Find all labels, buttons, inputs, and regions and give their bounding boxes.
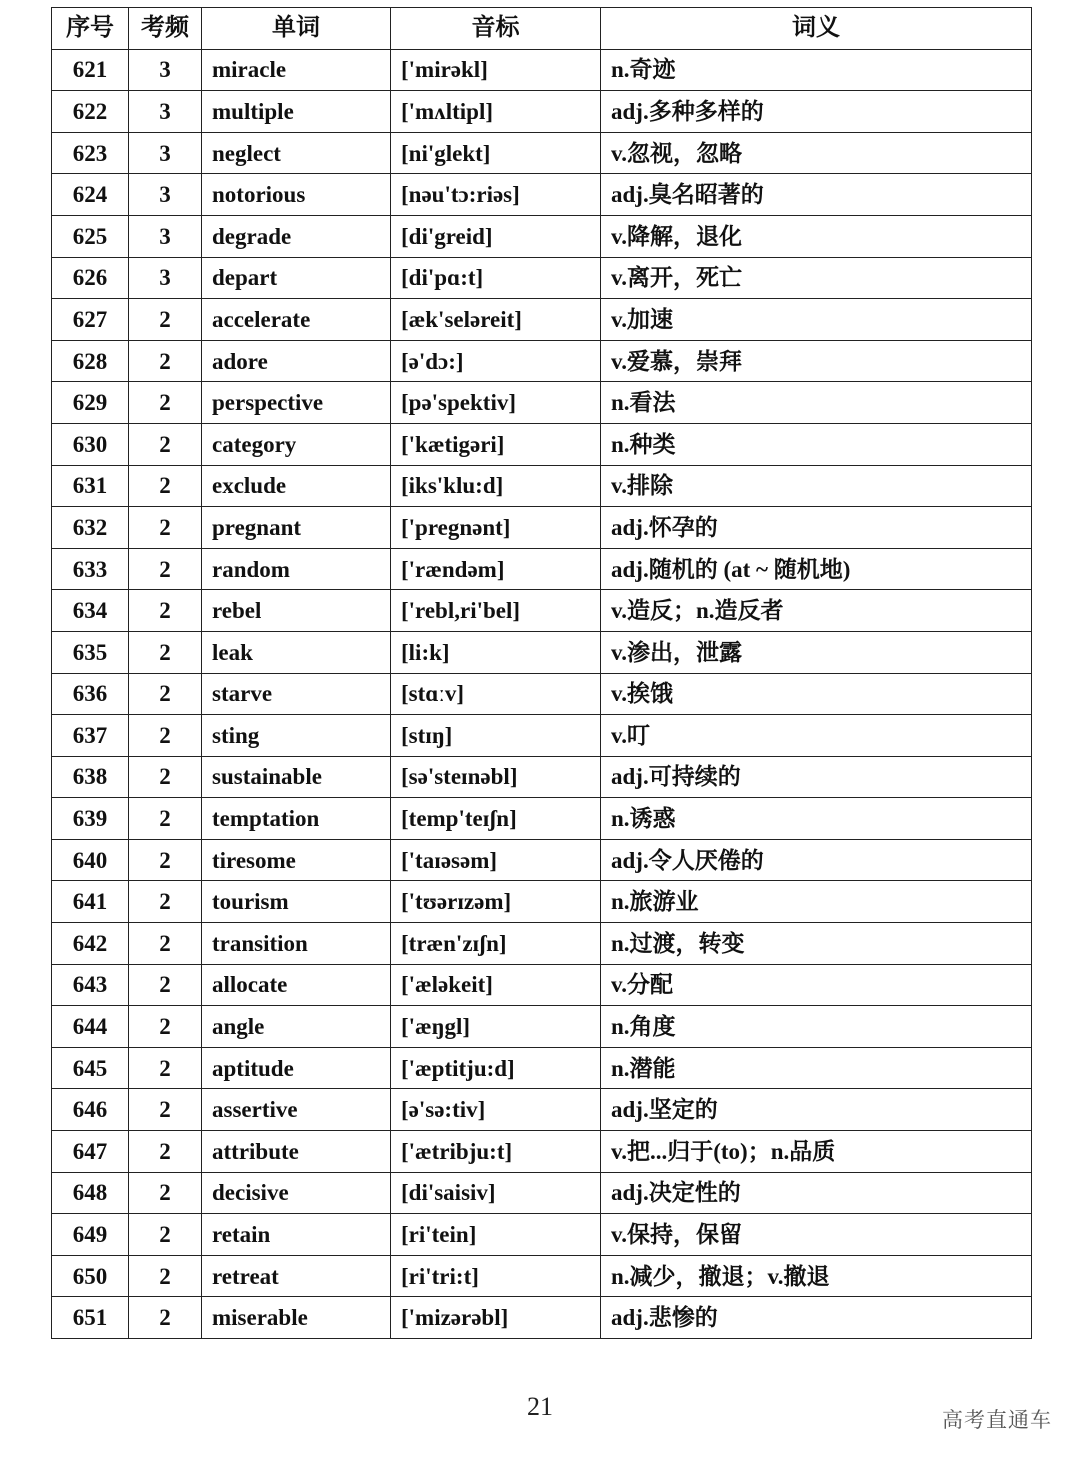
word-cell: transition (202, 923, 391, 965)
index-cell: 651 (52, 1297, 129, 1339)
word-cell: decisive (202, 1172, 391, 1214)
frequency-cell: 2 (129, 1214, 202, 1256)
index-cell: 645 (52, 1047, 129, 1089)
table-row (52, 923, 1032, 965)
index-cell: 623 (52, 132, 129, 174)
meaning-cell: n.旅游业 (601, 881, 1032, 923)
phonetic-cell: ['mirəkl] (391, 49, 601, 91)
meaning-cell: adj.悲惨的 (601, 1297, 1032, 1339)
watermark: 高考直通车 (942, 1408, 1052, 1432)
meaning-cell: n.诱惑 (601, 798, 1032, 840)
meaning-cell: v.保持，保留 (601, 1214, 1032, 1256)
word-cell: adore (202, 340, 391, 382)
index-cell: 637 (52, 715, 129, 757)
phonetic-cell: [stɑːv] (391, 673, 601, 715)
table-row (52, 174, 1032, 216)
meaning-cell: v.降解，退化 (601, 215, 1032, 257)
phonetic-cell: [ni'glekt] (391, 132, 601, 174)
index-cell: 624 (52, 174, 129, 216)
word-cell: degrade (202, 215, 391, 257)
index-cell: 638 (52, 756, 129, 798)
phonetic-cell: [ə'dɔ:] (391, 340, 601, 382)
index-cell: 633 (52, 548, 129, 590)
meaning-cell: v.排除 (601, 465, 1032, 507)
phonetic-cell: [træn'zɪʃn] (391, 923, 601, 965)
meaning-cell: adj.坚定的 (601, 1089, 1032, 1131)
word-cell: temptation (202, 798, 391, 840)
table-row (52, 507, 1032, 549)
index-cell: 640 (52, 839, 129, 881)
table-row (52, 1255, 1032, 1297)
word-cell: retain (202, 1214, 391, 1256)
table-row (52, 964, 1032, 1006)
frequency-cell: 2 (129, 1297, 202, 1339)
phonetic-cell: [iks'klu:d] (391, 465, 601, 507)
frequency-cell: 2 (129, 1172, 202, 1214)
frequency-cell: 2 (129, 1047, 202, 1089)
table-row (52, 881, 1032, 923)
index-cell: 648 (52, 1172, 129, 1214)
index-cell: 641 (52, 881, 129, 923)
frequency-cell: 2 (129, 340, 202, 382)
meaning-cell: v.加速 (601, 299, 1032, 341)
frequency-cell: 2 (129, 923, 202, 965)
phonetic-cell: ['ætribju:t] (391, 1131, 601, 1173)
frequency-cell: 2 (129, 299, 202, 341)
table-row (52, 548, 1032, 590)
vocabulary-table (51, 7, 1032, 1339)
meaning-cell: n.看法 (601, 382, 1032, 424)
word-cell: sustainable (202, 756, 391, 798)
phonetic-cell: ['æŋgl] (391, 1006, 601, 1048)
header-frequency: 考频 (129, 8, 202, 50)
frequency-cell: 2 (129, 756, 202, 798)
word-cell: miracle (202, 49, 391, 91)
meaning-cell: adj.决定性的 (601, 1172, 1032, 1214)
phonetic-cell: ['mizərəbl] (391, 1297, 601, 1339)
phonetic-cell: ['æləkeit] (391, 964, 601, 1006)
frequency-cell: 3 (129, 49, 202, 91)
frequency-cell: 2 (129, 1089, 202, 1131)
frequency-cell: 2 (129, 631, 202, 673)
index-cell: 625 (52, 215, 129, 257)
index-cell: 636 (52, 673, 129, 715)
meaning-cell: v.把...归于(to)；n.品质 (601, 1131, 1032, 1173)
word-cell: aptitude (202, 1047, 391, 1089)
header-meaning: 词义 (601, 8, 1032, 50)
frequency-cell: 2 (129, 964, 202, 1006)
meaning-cell: v.分配 (601, 964, 1032, 1006)
table-row (52, 1214, 1032, 1256)
meaning-cell: v.渗出，泄露 (601, 631, 1032, 673)
index-cell: 621 (52, 49, 129, 91)
word-cell: exclude (202, 465, 391, 507)
phonetic-cell: ['mʌltipl] (391, 91, 601, 133)
frequency-cell: 2 (129, 465, 202, 507)
table-row (52, 839, 1032, 881)
phonetic-cell: [pə'spektiv] (391, 382, 601, 424)
phonetic-cell: ['taɪəsəm] (391, 839, 601, 881)
table-row (52, 340, 1032, 382)
word-cell: tiresome (202, 839, 391, 881)
meaning-cell: n.过渡，转变 (601, 923, 1032, 965)
word-cell: perspective (202, 382, 391, 424)
phonetic-cell: ['kætigəri] (391, 423, 601, 465)
phonetic-cell: ['rændəm] (391, 548, 601, 590)
table-row (52, 631, 1032, 673)
phonetic-cell: [stɪŋ] (391, 715, 601, 757)
index-cell: 639 (52, 798, 129, 840)
index-cell: 650 (52, 1255, 129, 1297)
meaning-cell: n.角度 (601, 1006, 1032, 1048)
word-cell: angle (202, 1006, 391, 1048)
header-index: 序号 (52, 8, 129, 50)
table-row (52, 299, 1032, 341)
table-row (52, 1089, 1032, 1131)
meaning-cell: adj.臭名昭著的 (601, 174, 1032, 216)
table-row (52, 465, 1032, 507)
phonetic-cell: [nəu'tɔ:riəs] (391, 174, 601, 216)
index-cell: 635 (52, 631, 129, 673)
phonetic-cell: [li:k] (391, 631, 601, 673)
phonetic-cell: [ri'tri:t] (391, 1255, 601, 1297)
word-cell: notorious (202, 174, 391, 216)
table-row (52, 715, 1032, 757)
index-cell: 643 (52, 964, 129, 1006)
page-number: 21 (527, 1392, 553, 1421)
word-cell: pregnant (202, 507, 391, 549)
frequency-cell: 2 (129, 590, 202, 632)
frequency-cell: 2 (129, 715, 202, 757)
word-cell: attribute (202, 1131, 391, 1173)
header-phonetic: 音标 (391, 8, 601, 50)
table-row (52, 1172, 1032, 1214)
index-cell: 626 (52, 257, 129, 299)
index-cell: 647 (52, 1131, 129, 1173)
meaning-cell: adj.随机的 (at ~ 随机地) (601, 548, 1032, 590)
index-cell: 646 (52, 1089, 129, 1131)
table-row (52, 423, 1032, 465)
frequency-cell: 3 (129, 215, 202, 257)
meaning-cell: adj.多种多样的 (601, 91, 1032, 133)
phonetic-cell: ['rebl,ri'bel] (391, 590, 601, 632)
word-cell: sting (202, 715, 391, 757)
word-cell: tourism (202, 881, 391, 923)
index-cell: 622 (52, 91, 129, 133)
word-cell: accelerate (202, 299, 391, 341)
meaning-cell: n.减少，撤退；v.撤退 (601, 1255, 1032, 1297)
phonetic-cell: ['tʊərɪzəm] (391, 881, 601, 923)
index-cell: 649 (52, 1214, 129, 1256)
frequency-cell: 2 (129, 839, 202, 881)
frequency-cell: 3 (129, 174, 202, 216)
index-cell: 634 (52, 590, 129, 632)
table-row (52, 798, 1032, 840)
word-cell: category (202, 423, 391, 465)
frequency-cell: 2 (129, 1131, 202, 1173)
table-row (52, 132, 1032, 174)
meaning-cell: n.奇迹 (601, 49, 1032, 91)
frequency-cell: 2 (129, 382, 202, 424)
table-row (52, 215, 1032, 257)
phonetic-cell: [ri'tein] (391, 1214, 601, 1256)
meaning-cell: v.造反；n.造反者 (601, 590, 1032, 632)
frequency-cell: 2 (129, 673, 202, 715)
word-cell: random (202, 548, 391, 590)
table-row (52, 49, 1032, 91)
phonetic-cell: ['pregnənt] (391, 507, 601, 549)
index-cell: 628 (52, 340, 129, 382)
table-row (52, 673, 1032, 715)
phonetic-cell: [temp'teɪʃn] (391, 798, 601, 840)
index-cell: 631 (52, 465, 129, 507)
meaning-cell: v.叮 (601, 715, 1032, 757)
index-cell: 632 (52, 507, 129, 549)
index-cell: 627 (52, 299, 129, 341)
frequency-cell: 2 (129, 1255, 202, 1297)
frequency-cell: 2 (129, 1006, 202, 1048)
meaning-cell: adj.令人厌倦的 (601, 839, 1032, 881)
phonetic-cell: ['æptitju:d] (391, 1047, 601, 1089)
word-cell: multiple (202, 91, 391, 133)
table-row (52, 1297, 1032, 1339)
table-row (52, 257, 1032, 299)
phonetic-cell: [di'saisiv] (391, 1172, 601, 1214)
frequency-cell: 2 (129, 798, 202, 840)
frequency-cell: 2 (129, 881, 202, 923)
frequency-cell: 2 (129, 507, 202, 549)
table-row (52, 382, 1032, 424)
frequency-cell: 3 (129, 91, 202, 133)
frequency-cell: 3 (129, 257, 202, 299)
table-row (52, 756, 1032, 798)
word-cell: retreat (202, 1255, 391, 1297)
phonetic-cell: [di'pɑ:t] (391, 257, 601, 299)
index-cell: 642 (52, 923, 129, 965)
word-cell: depart (202, 257, 391, 299)
table-row (52, 1131, 1032, 1173)
table-body (52, 49, 1032, 1338)
header-word: 单词 (202, 8, 391, 50)
table-row (52, 1047, 1032, 1089)
meaning-cell: n.潜能 (601, 1047, 1032, 1089)
meaning-cell: v.爱慕，崇拜 (601, 340, 1032, 382)
meaning-cell: adj.怀孕的 (601, 507, 1032, 549)
index-cell: 630 (52, 423, 129, 465)
meaning-cell: v.离开，死亡 (601, 257, 1032, 299)
table-row (52, 590, 1032, 632)
word-cell: neglect (202, 132, 391, 174)
index-cell: 644 (52, 1006, 129, 1048)
phonetic-cell: [sə'steɪnəbl] (391, 756, 601, 798)
word-cell: allocate (202, 964, 391, 1006)
table-row (52, 1006, 1032, 1048)
frequency-cell: 3 (129, 132, 202, 174)
phonetic-cell: [di'greid] (391, 215, 601, 257)
table-row (52, 91, 1032, 133)
phonetic-cell: [æk'seləreit] (391, 299, 601, 341)
meaning-cell: v.挨饿 (601, 673, 1032, 715)
phonetic-cell: [ə'sə:tiv] (391, 1089, 601, 1131)
word-cell: assertive (202, 1089, 391, 1131)
index-cell: 629 (52, 382, 129, 424)
word-cell: miserable (202, 1297, 391, 1339)
meaning-cell: v.忽视，忽略 (601, 132, 1032, 174)
word-cell: leak (202, 631, 391, 673)
word-cell: rebel (202, 590, 391, 632)
frequency-cell: 2 (129, 423, 202, 465)
table-header-row (52, 8, 1032, 50)
meaning-cell: adj.可持续的 (601, 756, 1032, 798)
frequency-cell: 2 (129, 548, 202, 590)
meaning-cell: n.种类 (601, 423, 1032, 465)
word-cell: starve (202, 673, 391, 715)
